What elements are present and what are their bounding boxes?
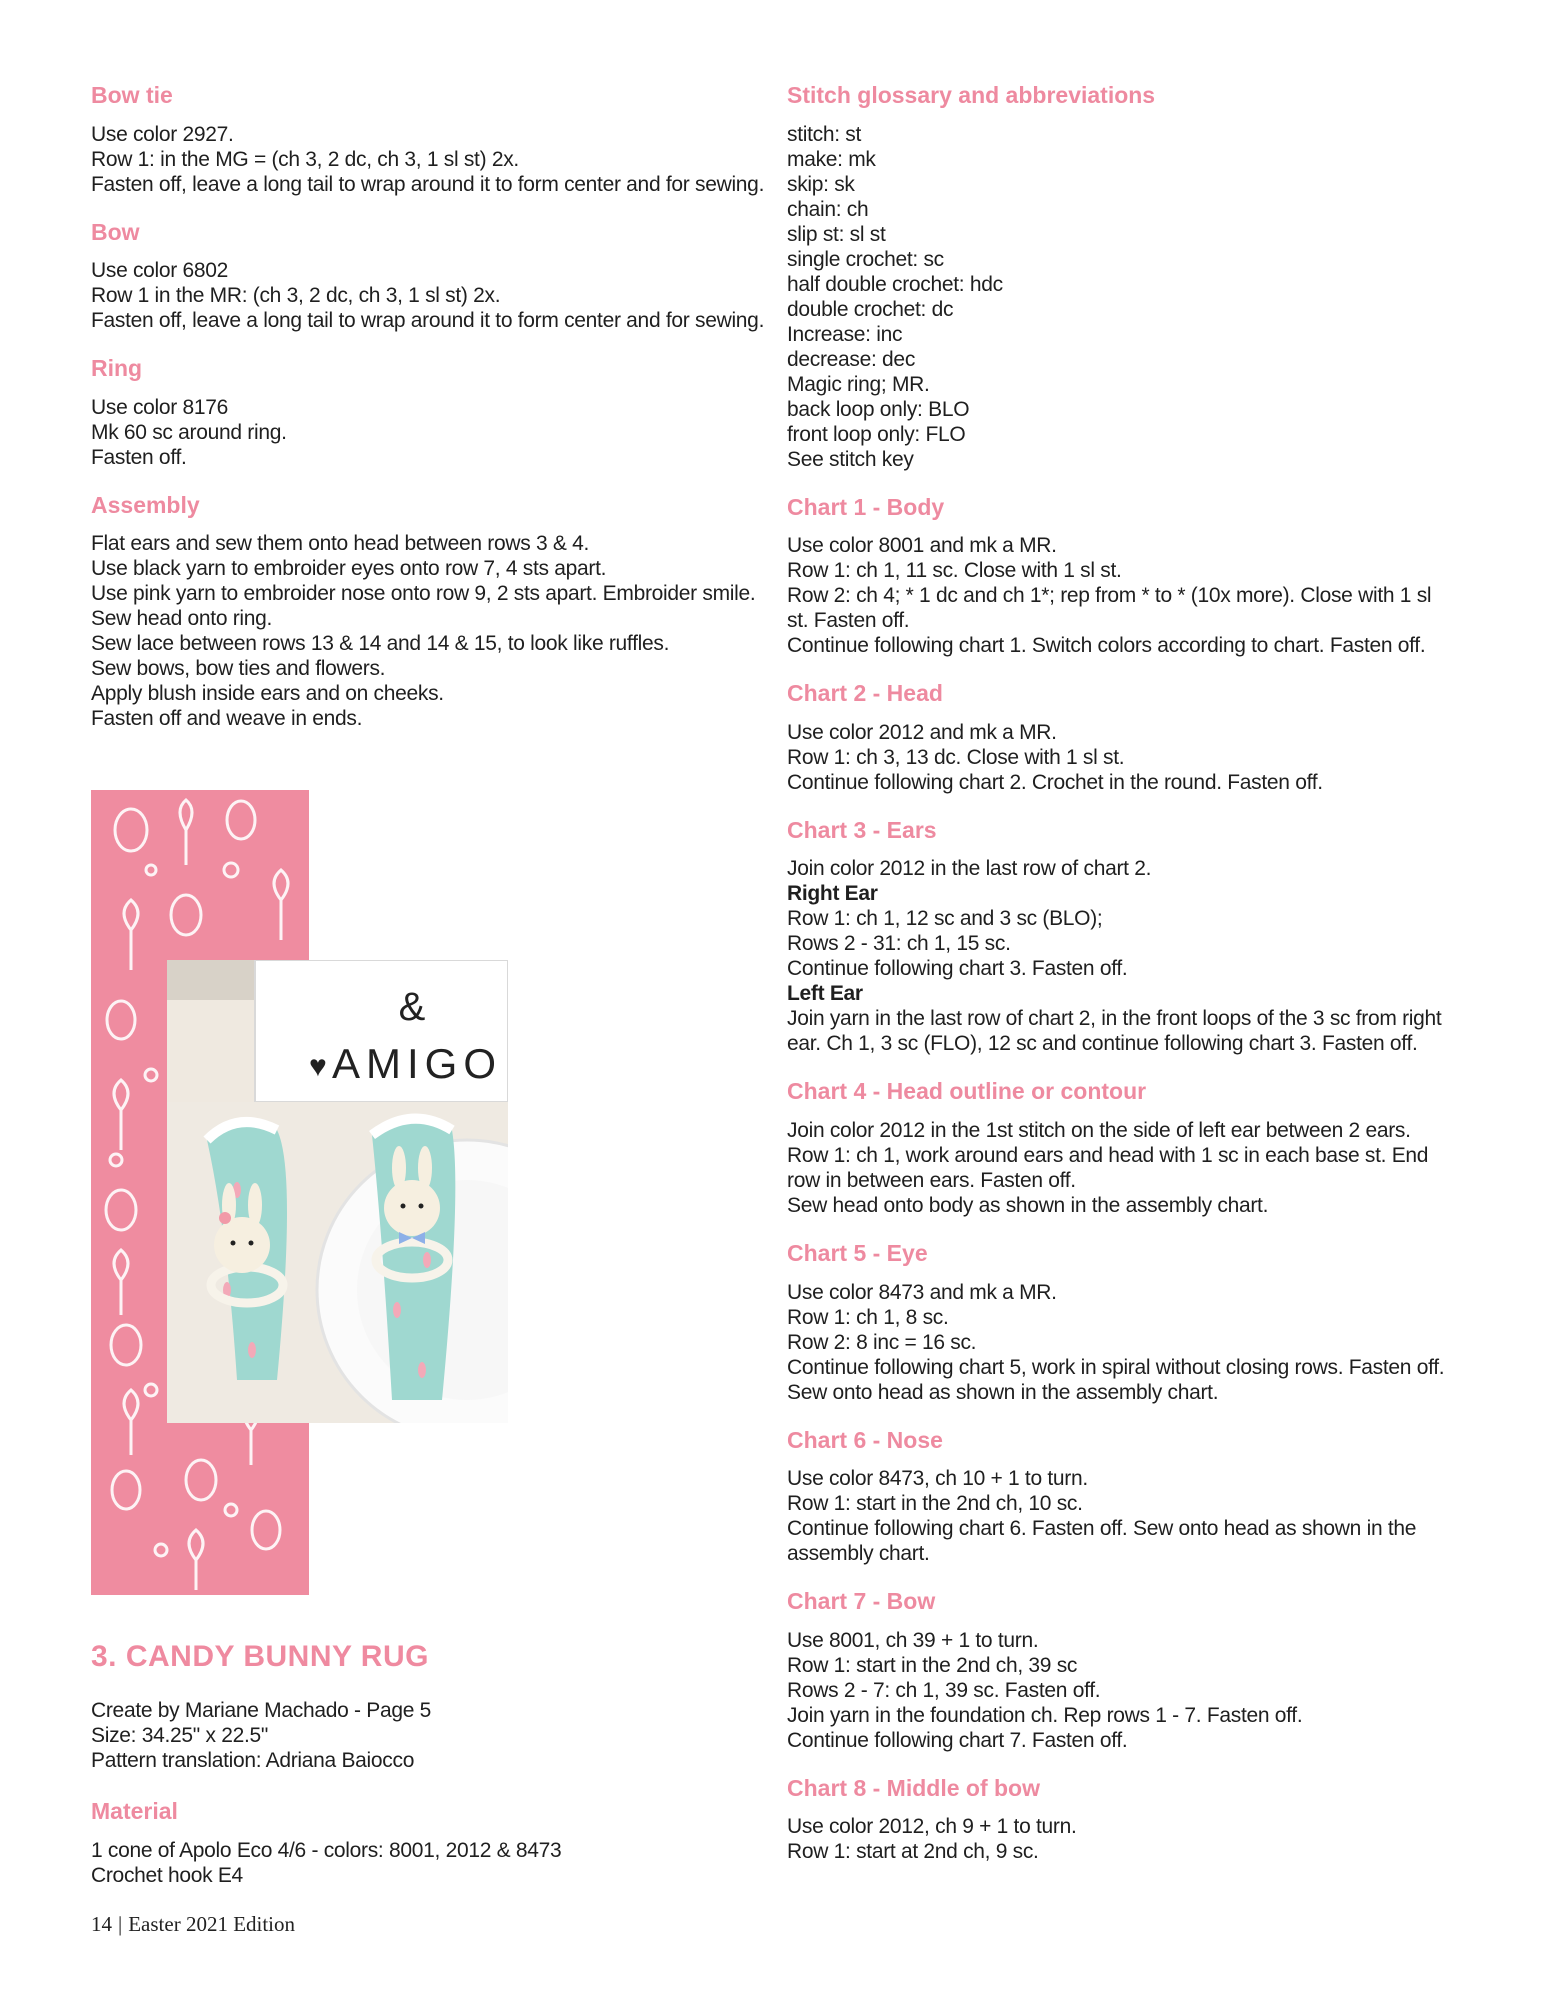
section-body [787, 1466, 1467, 1566]
text-line: skip: sk [787, 172, 855, 196]
text-line: Row 1: in the MG = (ch 3, 2 dc, ch 3, 1 sl st) 2x. [91, 147, 519, 171]
text-line: See stitch key [787, 447, 914, 471]
text-line: ear. Ch 1, 3 sc (FLO), 12 sc and continue following chart 3. Fasten off. [787, 1032, 1418, 1056]
page-footer [91, 1912, 295, 1937]
text-line: Use color 2012 and mk a MR. [787, 720, 1057, 744]
text-line: Continue following chart 2. Crochet in the round. Fasten off. [787, 770, 1323, 794]
section-chart-6 [787, 1427, 1467, 1567]
text-line: make: mk [787, 147, 876, 171]
section-ring [91, 355, 771, 470]
text-line: Row 1: start in the 2nd ch, 39 sc [787, 1653, 1078, 1677]
text-line: Row 1: ch 1, 8 sc. [787, 1305, 949, 1329]
rug-info [91, 1698, 771, 1773]
text-line: Fasten off. [91, 445, 187, 469]
section-chart-3 [787, 817, 1467, 1057]
text-line: Use color 8473, ch 10 + 1 to turn. [787, 1467, 1088, 1491]
section-title: Chart 7 - Bow [787, 1588, 936, 1615]
section-body [787, 1628, 1467, 1753]
text-line: Continue following chart 3. Fasten off. [787, 957, 1128, 981]
section-chart-4 [787, 1078, 1467, 1218]
section-title: Chart 8 - Middle of bow [787, 1774, 1040, 1801]
text-line: Crochet hook E4 [91, 1863, 243, 1887]
edition-label: Easter 2021 Edition [128, 1912, 296, 1936]
text-line: chain: ch [787, 197, 869, 221]
sign-ampersand: & [398, 985, 426, 1029]
section-body [91, 258, 771, 333]
section-chart-1 [787, 494, 1467, 659]
text-line: single crochet: sc [787, 247, 944, 271]
section-body [91, 395, 771, 470]
section-body [787, 1280, 1467, 1405]
text-line: Sew bows, bow ties and flowers. [91, 657, 386, 681]
text-line: decrease: dec [787, 347, 916, 371]
text-line: Use color 2927. [91, 122, 234, 146]
text-line: Sew lace between rows 13 & 14 and 14 & 15, to look like ruffles. [91, 632, 670, 656]
text-line: Use color 8473 and mk a MR. [787, 1280, 1057, 1304]
text-line: Use color 6802 [91, 259, 229, 283]
section-title: Ring [91, 355, 143, 382]
text-line: Use color 8176 [91, 395, 229, 419]
text-line: Row 2: 8 inc = 16 sc. [787, 1330, 977, 1354]
text-line: row in between ears. Fasten off. [787, 1168, 1076, 1192]
text-line: Row 1: ch 1, 11 sc. Close with 1 sl st. [787, 559, 1122, 583]
section-body [91, 122, 771, 197]
photo-illustration [167, 960, 508, 1423]
section-body [787, 122, 1467, 472]
section-body [787, 1814, 1467, 1864]
text-line: back loop only: BLO [787, 397, 970, 421]
text-line: Row 1 in the MR: (ch 3, 2 dc, ch 3, 1 sl st) 2x. [91, 284, 501, 308]
text-line: Continue following chart 7. Fasten off. [787, 1728, 1128, 1752]
text-line: double crochet: dc [787, 297, 954, 321]
page-number: 14 [91, 1912, 112, 1936]
section-title: Assembly [91, 491, 200, 518]
text-line: Apply blush inside ears and on cheeks. [91, 682, 444, 706]
text-line: half double crochet: hdc [787, 272, 1003, 296]
section-body [91, 531, 771, 731]
subheading-right-ear: Right Ear [787, 882, 878, 906]
section-assembly [91, 492, 771, 732]
text-line: Mk 60 sc around ring. [91, 420, 287, 444]
text-line: Row 1: ch 1, 12 sc and 3 sc (BLO); [787, 907, 1103, 931]
text-line: Magic ring; MR. [787, 372, 930, 396]
text-line: Continue following chart 1. Switch colors according to chart. Fasten off. [787, 634, 1426, 658]
bunny-napkin-photo [167, 960, 508, 1423]
text-line: Join yarn in the last row of chart 2, in the front loops of the 3 sc from right [787, 1007, 1442, 1031]
section-chart-7 [787, 1588, 1467, 1753]
section-title: Bow tie [91, 82, 173, 108]
text-line: Increase: inc [787, 322, 903, 346]
section-title: Chart 5 - Eye [787, 1239, 928, 1266]
section-glossary [787, 82, 1467, 472]
text-line: Join yarn in the foundation ch. Rep rows 1 - 7. Fasten off. [787, 1703, 1303, 1727]
text-line: Sew onto head as shown in the assembly chart. [787, 1380, 1219, 1404]
rug-title: 3. CANDY BUNNY RUG [91, 1640, 429, 1673]
text-line: Row 1: ch 1, work around ears and head with 1 sc in each base st. End [787, 1143, 1429, 1167]
text-line: Use black yarn to embroider eyes onto row 7, 4 sts apart. [91, 557, 607, 581]
section-body [787, 720, 1467, 795]
section-bow-tie [91, 82, 771, 197]
section-chart-5 [787, 1240, 1467, 1405]
left-column [91, 82, 771, 753]
text-line: Row 1: ch 3, 13 dc. Close with 1 sl st. [787, 745, 1125, 769]
section-title: Material [91, 1798, 178, 1824]
footer-divider: | [118, 1912, 123, 1936]
text-line: Fasten off and weave in ends. [91, 707, 363, 731]
section-body [787, 533, 1467, 658]
text-line: Rows 2 - 31: ch 1, 15 sc. [787, 932, 1011, 956]
section-material [91, 1798, 771, 1888]
text-line: Pattern translation: Adriana Baiocco [91, 1749, 415, 1772]
text-line: Row 1: start in the 2nd ch, 10 sc. [787, 1492, 1083, 1516]
section-chart-8 [787, 1775, 1467, 1865]
text-line: stitch: st [787, 122, 862, 146]
text-line: 1 cone of Apolo Eco 4/6 - colors: 8001, 2012 & 8473 [91, 1838, 562, 1862]
text-line: Fasten off, leave a long tail to wrap around it to form center and for sewing. [91, 172, 765, 196]
text-line: Continue following chart 5, work in spiral without closing rows. Fasten off. [787, 1355, 1445, 1379]
section-title: Chart 3 - Ears [787, 816, 937, 843]
subheading-left-ear: Left Ear [787, 982, 863, 1006]
text-line: Join color 2012 in the 1st stitch on the side of left ear between 2 ears. [787, 1118, 1411, 1142]
text-line: Flat ears and sew them onto head between rows 3 & 4. [91, 532, 590, 556]
text-line: Row 2: ch 4; * 1 dc and ch 1*; rep from * to * (10x more). Close with 1 sl [787, 584, 1432, 608]
section-chart-2 [787, 680, 1467, 795]
text-line: assembly chart. [787, 1542, 930, 1566]
text-line: Row 1: start at 2nd ch, 9 sc. [787, 1840, 1039, 1864]
section-body [787, 1118, 1467, 1218]
text-line: Rows 2 - 7: ch 1, 39 sc. Fasten off. [787, 1678, 1101, 1702]
text-line: Use 8001, ch 39 + 1 to turn. [787, 1628, 1039, 1652]
section-bow [91, 219, 771, 334]
text-line: Use color 2012, ch 9 + 1 to turn. [787, 1815, 1077, 1839]
text-line: Size: 34.25" x 22.5" [91, 1724, 269, 1747]
text-line: slip st: sl st [787, 222, 886, 246]
right-column [787, 82, 1467, 1886]
text-line: Use color 8001 and mk a MR. [787, 534, 1057, 558]
section-title: Chart 1 - Body [787, 493, 945, 520]
sign-text: AMIGO [331, 1040, 503, 1087]
text-line: Create by Mariane Machado - Page 5 [91, 1699, 431, 1722]
text-line: Fasten off, leave a long tail to wrap around it to form center and for sewing. [91, 309, 765, 333]
text-line: Sew head onto body as shown in the assembly chart. [787, 1193, 1269, 1217]
text-line: front loop only: FLO [787, 422, 966, 446]
heart-icon: ♥ [309, 1050, 327, 1083]
section-title: Bow [91, 218, 140, 245]
section-title: Chart 2 - Head [787, 680, 943, 707]
section-title: Chart 4 - Head outline or contour [787, 1078, 1147, 1105]
text-line: Continue following chart 6. Fasten off. Sew onto head as shown in the [787, 1517, 1417, 1541]
text-line: Join color 2012 in the last row of chart 2. [787, 857, 1152, 881]
text-line: Use pink yarn to embroider nose onto row 9, 2 sts apart. Embroider smile. [91, 582, 756, 606]
section-title: Stitch glossary and abbreviations [787, 82, 1156, 108]
section-title: Chart 6 - Nose [787, 1426, 943, 1453]
text-line: Sew head onto ring. [91, 607, 273, 631]
text-line: st. Fasten off. [787, 609, 910, 633]
section-body [787, 856, 1467, 1056]
